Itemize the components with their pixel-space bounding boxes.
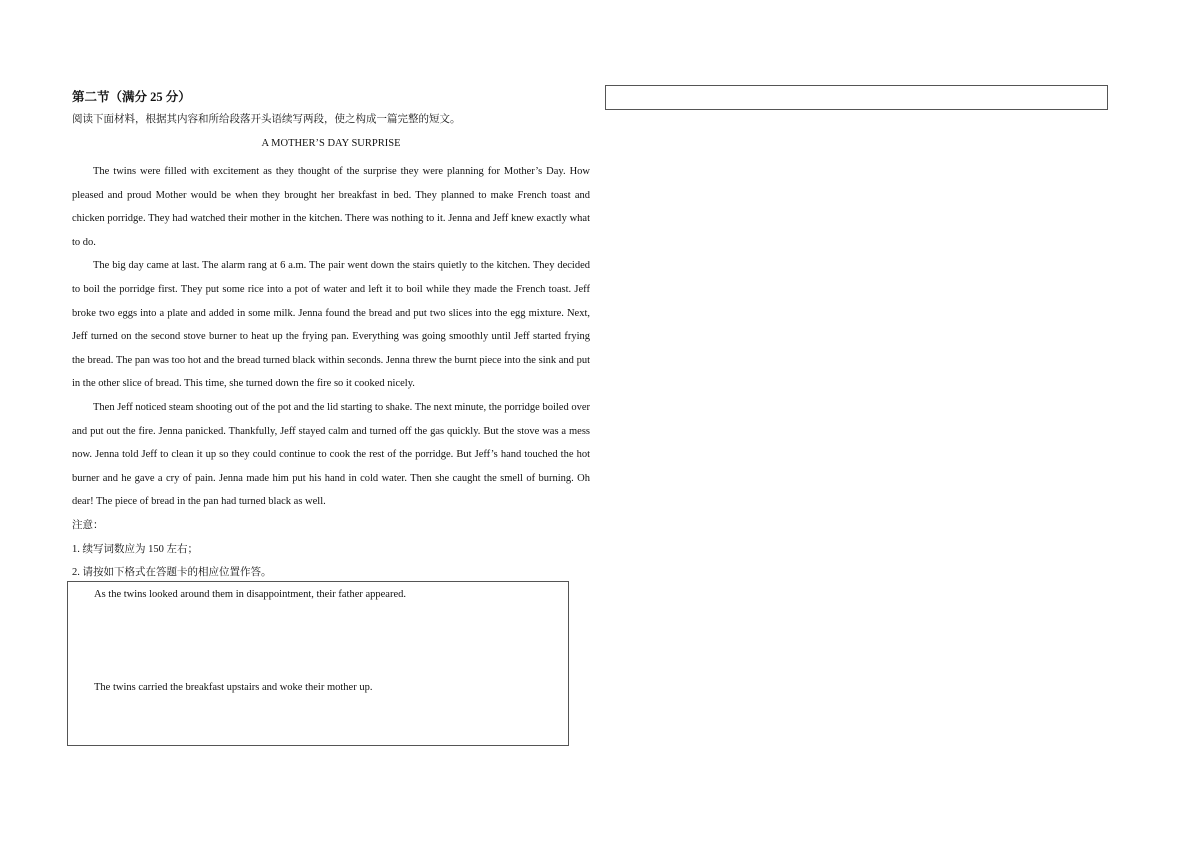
paragraph-prompt-2: The twins carried the breakfast upstairs and woke their mother up. [94,682,373,693]
left-column [72,88,590,585]
story-paragraph-2: The big day came at last. The alarm rang at 6 a.m. The pair went down the stairs quietly to the kitchen. They decided to boil the porridge first. They put some rice into a pot of water and left it to boil while they made the French toast. Jeff broke two eggs into a plate and added in some milk. Jenna found the bread and put two slices into the egg mixture. Next, Jeff turned on the second stove burner to heat up the frying pan. Everything was going smoothly until Jeff started frying the bread. The pan was too hot and the bread turned black within seconds. Jenna threw the burnt piece into the sink and put in the other slice of bread. This time, she turned down the fire so it cooked nicely. [72,260,590,390]
story-paragraph-3: Then Jeff noticed steam shooting out of the pot and the lid starting to shake. The next minute, the porridge boiled over and put out the fire. Jenna panicked. Thankfully, Jeff stayed calm and turned off the gas quickly. But the stove was a mess now. Jenna told Jeff to clean it up so they could continue to cook the rest of the porridge. But Jeff’s hand touched the hot burner and he gave a cry of pain. Jenna made him put his hand in cold water. Then she caught the smell of burning. Oh dear! The piece of bread in the pan had turned black as well. [72,401,590,508]
section-instruction: 阅读下面材料，根据其内容和所给段落开头语续写两段，使之构成一篇完整的短文。 [72,114,461,125]
story-title: A MOTHER’S DAY SURPRISE [261,138,401,149]
notes [72,514,590,585]
empty-answer-box [605,85,1108,110]
paragraph-prompt-1: As the twins looked around them in disappointment, their father appeared. [94,589,407,600]
notes-heading: 注意： [72,519,104,531]
section-title: 第二节（满分 25 分） [72,90,191,104]
story-body [72,160,590,514]
answer-format-box [67,581,569,746]
story-paragraph-1: The twins were filled with excitement as they thought of the surprise they were planning for Mother’s Day. How pleased and proud Mother would be when they brought her breakfast in bed. They planned to make French toast and chicken porridge. They had watched their mother in the kitchen. There was nothing to it. Jenna and Jeff knew exactly what to do. [72,166,590,248]
note-item-1: 1. 续写词数应为 150 左右； [72,543,198,555]
note-item-2: 2. 请按如下格式在答题卡的相应位置作答。 [72,567,272,579]
